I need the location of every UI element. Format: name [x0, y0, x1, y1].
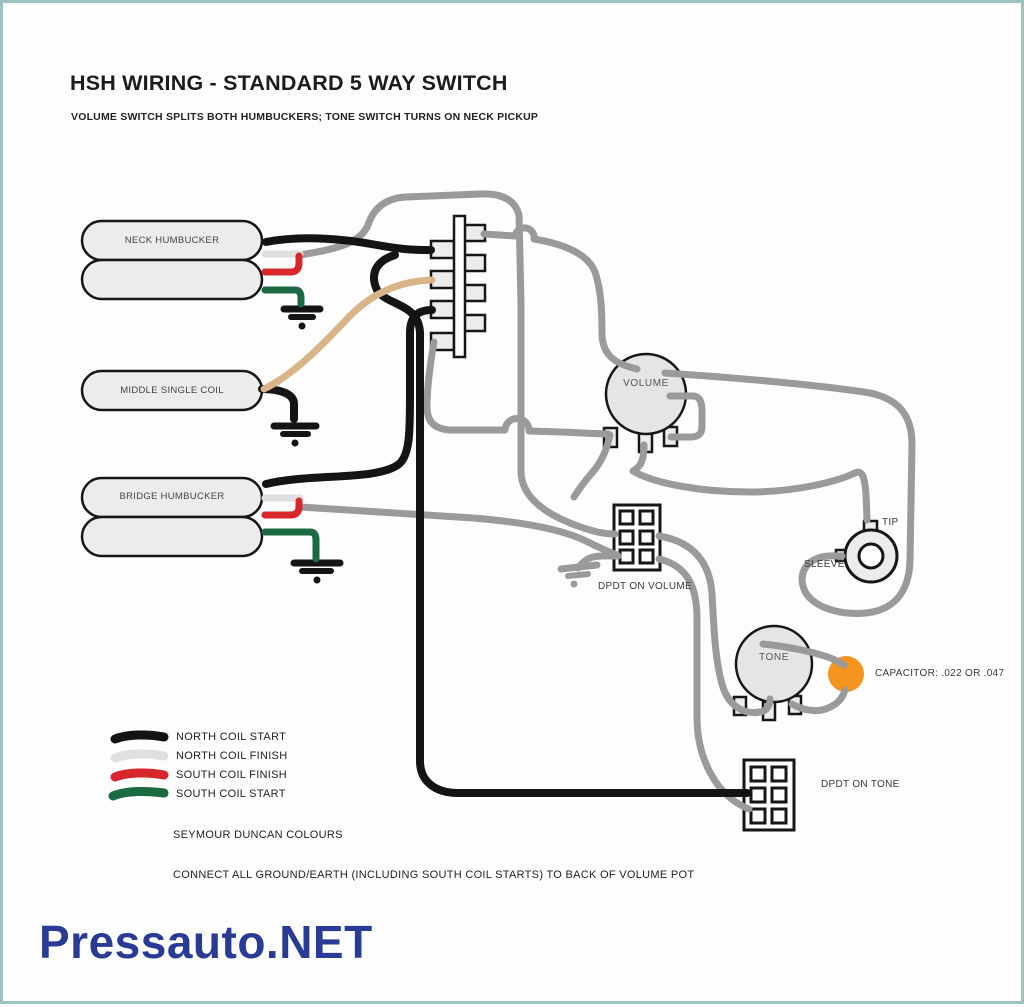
wire-neck-green — [265, 290, 301, 304]
legend-swatch-north-coil-finish — [115, 754, 164, 758]
wire-switch-common-to-volume — [484, 228, 637, 369]
jack-tip-label: TIP — [882, 517, 899, 528]
legend-swatch-south-coil-finish — [115, 773, 164, 777]
wire-volume-lug1-ground-stub — [574, 435, 610, 497]
dpdt-on-tone-label: DPDT ON TONE — [821, 779, 900, 790]
dpdt-on-volume-label: DPDT ON VOLUME — [598, 581, 693, 592]
wire-bridge-red — [265, 501, 299, 515]
dpdt-on-volume-switch — [614, 505, 660, 570]
ground-note: CONNECT ALL GROUND/EARTH (INCLUDING SOUTH COIL STARTS) TO BACK OF VOLUME POT — [173, 869, 695, 881]
wire-neck-red — [265, 256, 299, 272]
wire-bridge-green — [265, 532, 316, 559]
wire-neck-hot-to-switch — [266, 238, 431, 250]
watermark: Pressauto.NET — [39, 916, 373, 968]
output-jack — [836, 521, 897, 582]
bridge-humbucker — [82, 478, 262, 556]
neck-humbucker — [82, 221, 262, 299]
colours-note: SEYMOUR DUNCAN COLOURS — [173, 829, 343, 841]
wire-dpdt-volume-to-dpdt-tone — [659, 559, 749, 809]
legend-swatches — [113, 735, 164, 796]
legend-label-north-coil-start: NORTH COIL START — [176, 731, 287, 743]
neck-humbucker-label: NECK HUMBUCKER — [124, 235, 220, 246]
legend-label-south-coil-finish: SOUTH COIL FINISH — [176, 769, 288, 781]
legend-label-south-coil-start: SOUTH COIL START — [176, 788, 286, 800]
gray-earth-symbol — [561, 565, 597, 576]
page-title: HSH WIRING - STANDARD 5 WAY SWITCH — [70, 71, 508, 95]
tone-pot-label: TONE — [759, 652, 789, 663]
volume-pot-label: VOLUME — [623, 378, 669, 389]
gray-earth-dot — [571, 581, 578, 588]
legend-label-north-coil-finish: NORTH COIL FINISH — [176, 750, 288, 762]
wiring-diagram-canvas — [3, 3, 1024, 1007]
legend-swatch-north-coil-start — [115, 735, 164, 739]
bridge-humbucker-label: BRIDGE HUMBUCKER — [119, 491, 225, 502]
wire-bridge-split-to-dpdt-volume — [300, 507, 617, 555]
jack-sleeve-label: SLEEVE — [804, 559, 845, 570]
middle-single-coil-label: MIDDLE SINGLE COIL — [120, 385, 224, 396]
wire-middle-ground-stub — [262, 389, 294, 419]
dpdt-on-tone-switch — [744, 760, 794, 830]
wire-volume-wiper-to-jack-tip — [633, 445, 867, 520]
legend-swatch-south-coil-start — [113, 791, 164, 796]
five-way-switch — [431, 216, 485, 357]
capacitor-label: CAPACITOR: .022 OR .047 — [875, 668, 1005, 679]
black-wires — [262, 238, 747, 793]
page-subtitle: VOLUME SWITCH SPLITS BOTH HUMBUCKERS; TONE SWITCH TURNS ON NECK PICKUP — [71, 111, 539, 123]
